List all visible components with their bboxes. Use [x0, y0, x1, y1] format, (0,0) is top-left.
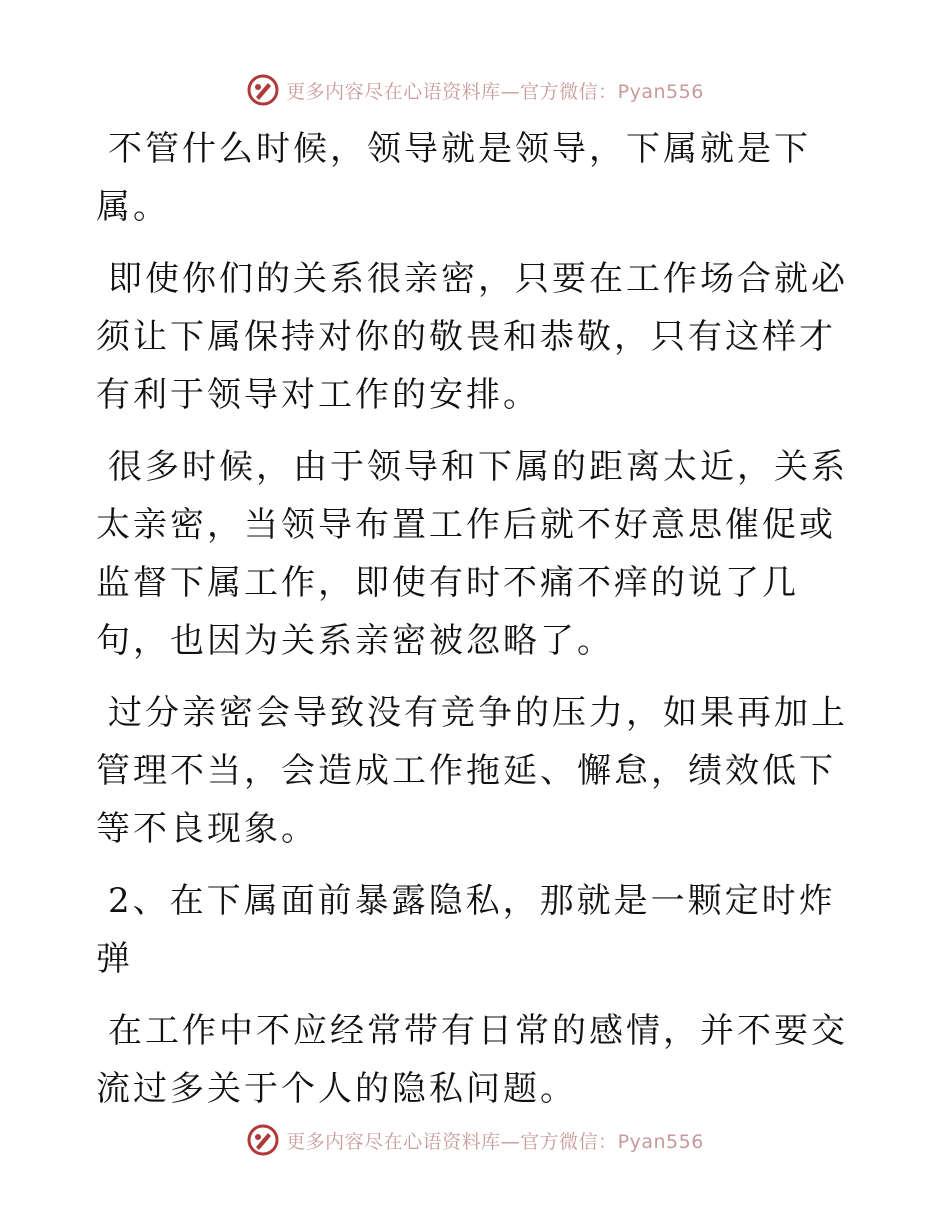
section-heading: 2、在下属面前暴露隐私，那就是一颗定时炸弹 [96, 881, 836, 979]
paragraph-5: 在工作中不应经常带有日常的感情，并不要交流过多关于个人的隐私问题。 [96, 1011, 848, 1109]
header-banner [0, 70, 950, 110]
paragraph-2: 即使你们的关系很亲密，只要在工作场合就必须让下属保持对你的敬畏和恭敬，只有这样才有利于领导对工作的安排。 [96, 259, 848, 415]
paragraph-4: 过分亲密会导致没有竞争的压力，如果再加上管理不当，会造成工作拖延、懈怠，绩效低下等不良现象。 [96, 693, 848, 849]
paragraph-3: 很多时候，由于领导和下属的距离太近，关系太亲密，当领导布置工作后就不好意思催促或监督下属工作，即使有时不痛不痒的说了几句，也因为关系亲密被忽略了。 [96, 447, 848, 661]
footer-banner-text: 更多内容尽在心语资料库—官方微信：Pyan556 [286, 1130, 704, 1153]
paragraph-1: 不管什么时候，领导就是领导，下属就是下属。 [96, 129, 811, 227]
document-body [96, 120, 856, 1132]
brand-logo-icon [246, 73, 280, 107]
header-banner-text: 更多内容尽在心语资料库—官方微信：Pyan556 [286, 80, 704, 103]
brand-logo-icon [246, 1123, 280, 1157]
footer-banner [0, 1120, 950, 1160]
